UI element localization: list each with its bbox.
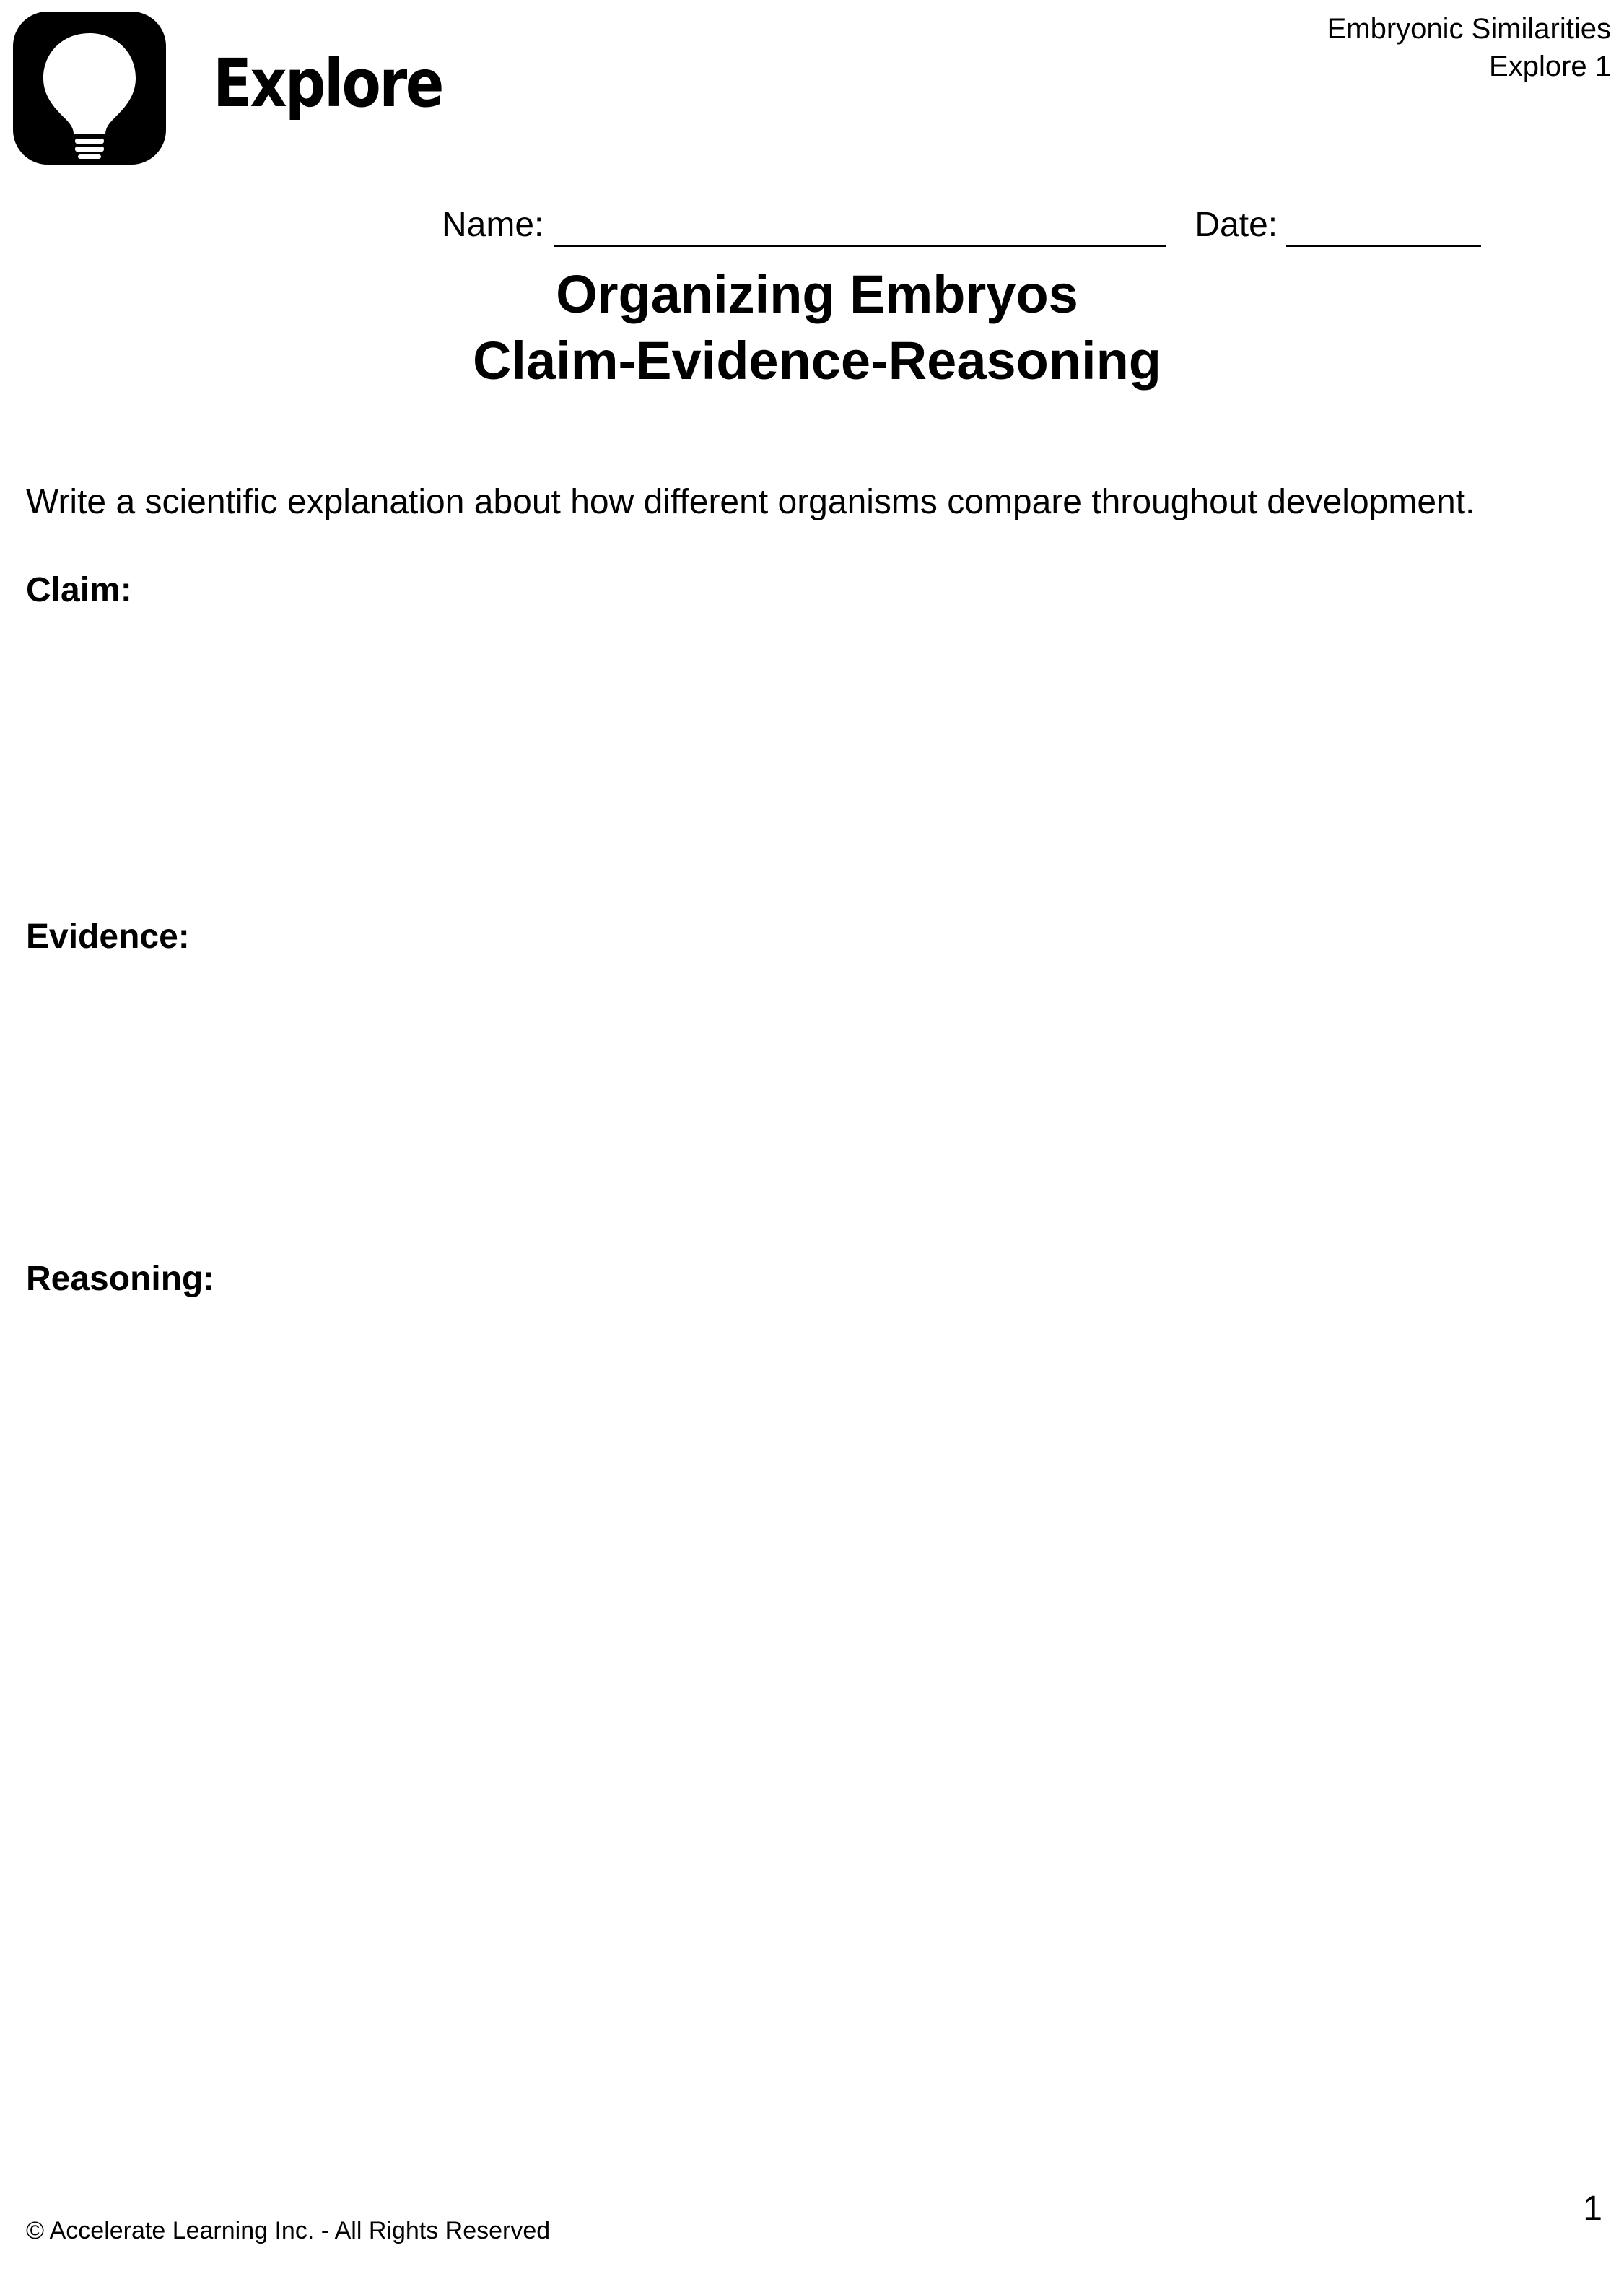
instructions: Write a scientific explanation about how different organisms compare throughout development. xyxy=(26,483,1475,521)
unit-title: Embryonic Similarities xyxy=(1327,13,1611,45)
name-field[interactable] xyxy=(554,209,1166,247)
reasoning-label: Reasoning: xyxy=(26,1260,215,1298)
worksheet-title xyxy=(0,261,1624,394)
page-number: 1 xyxy=(1583,2190,1602,2228)
date-field[interactable] xyxy=(1286,209,1481,247)
name-label: Name: xyxy=(442,206,544,244)
lightbulb-icon xyxy=(13,12,166,165)
student-info-row xyxy=(442,204,1481,247)
section-label: Explore xyxy=(213,45,442,122)
copyright-footer: © Accelerate Learning Inc. - All Rights Reserved xyxy=(26,2217,551,2244)
title-line-1: Organizing Embryos xyxy=(556,264,1078,324)
lesson-label: Explore 1 xyxy=(1489,51,1611,82)
evidence-label: Evidence: xyxy=(26,918,190,956)
claim-label: Claim: xyxy=(26,571,132,609)
title-line-2: Claim-Evidence-Reasoning xyxy=(472,331,1161,391)
page-header-info xyxy=(1327,10,1611,85)
date-label: Date: xyxy=(1195,206,1278,244)
